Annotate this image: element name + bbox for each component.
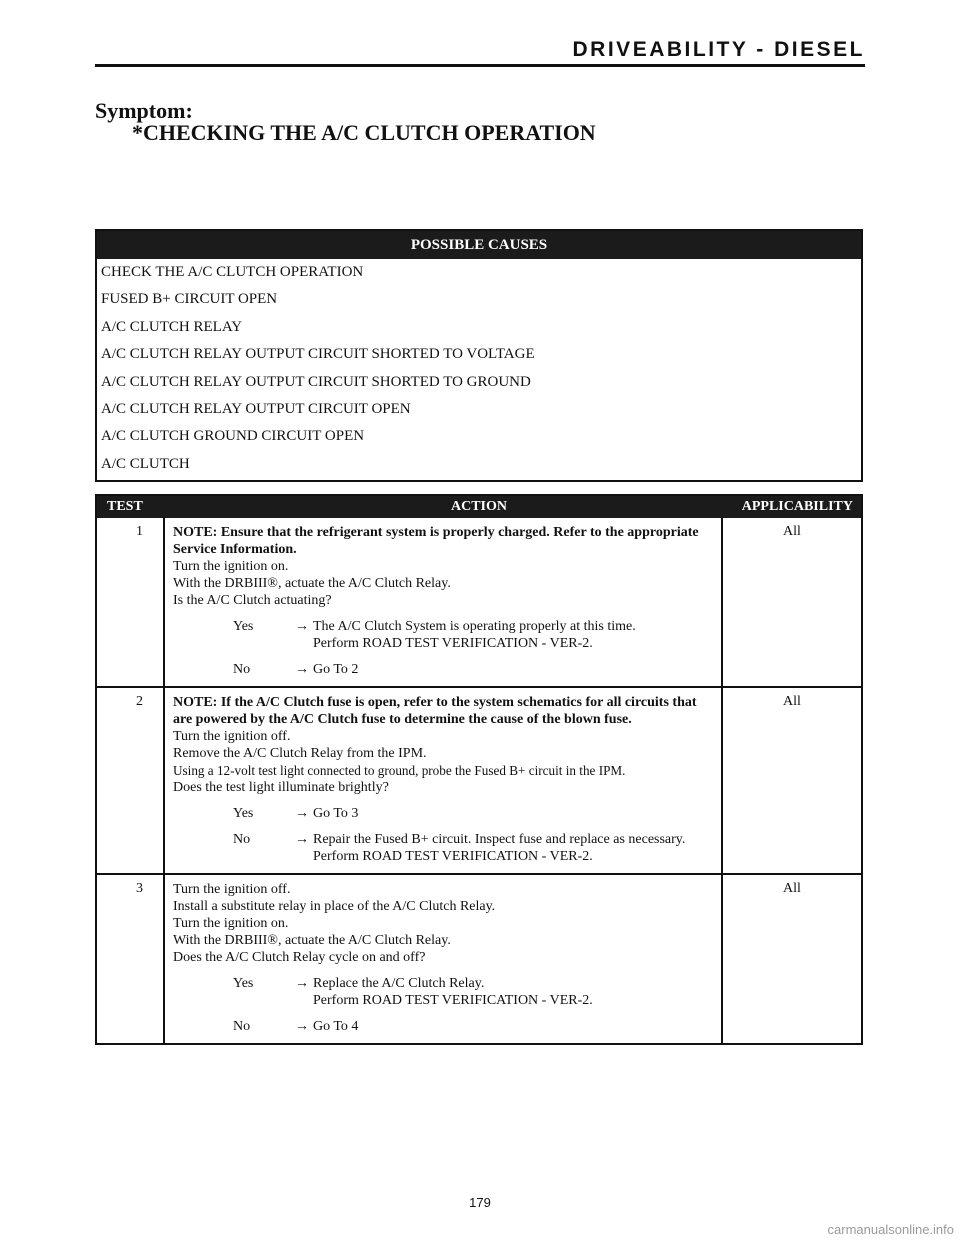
test-number: 3 bbox=[97, 875, 165, 1043]
arrow-icon: → bbox=[295, 832, 309, 847]
test-step: Turn the ignition on. bbox=[173, 559, 289, 574]
page-number: 179 bbox=[469, 1195, 491, 1210]
arrow-icon: → bbox=[295, 662, 309, 677]
test-step: Turn the ignition on. bbox=[173, 916, 289, 931]
watermark-link[interactable]: carmanualsonline.info bbox=[827, 1222, 954, 1237]
yes-answer bbox=[173, 618, 717, 652]
no-label: No bbox=[233, 662, 251, 677]
no-answer bbox=[173, 1018, 717, 1035]
test-table bbox=[95, 494, 863, 1045]
symptom-title: *CHECKING THE A/C CLUTCH OPERATION bbox=[132, 120, 596, 145]
test-step: Does the A/C Clutch Relay cycle on and off? bbox=[173, 950, 426, 965]
cause-item: FUSED B+ CIRCUIT OPEN bbox=[101, 291, 278, 308]
test-applicability: All bbox=[783, 694, 801, 709]
test-applicability: All bbox=[783, 881, 801, 896]
yes-answer bbox=[173, 805, 717, 822]
answer-line: Perform ROAD TEST VERIFICATION - VER-2. bbox=[313, 993, 593, 1008]
answer-line: Replace the A/C Clutch Relay. bbox=[313, 976, 485, 991]
section-header: DRIVEABILITY - DIESEL bbox=[572, 38, 865, 61]
test-action bbox=[165, 875, 723, 1043]
test-step: Install a substitute relay in place of the A/C Clutch Relay. bbox=[173, 899, 496, 914]
symptom-label: Symptom: bbox=[95, 98, 193, 123]
test-note: NOTE: Ensure that the refrigerant system is properly charged. Refer to the appropriate Service Information. bbox=[173, 525, 699, 557]
answer-line: Perform ROAD TEST VERIFICATION - VER-2. bbox=[313, 849, 593, 864]
header-rule bbox=[95, 64, 865, 67]
cause-item: A/C CLUTCH bbox=[101, 455, 190, 472]
test-applicability: All bbox=[783, 524, 801, 539]
test-number: 1 bbox=[97, 518, 165, 686]
arrow-icon: → bbox=[295, 806, 309, 821]
answer-line: Go To 3 bbox=[313, 806, 359, 821]
test-table-header bbox=[97, 496, 861, 518]
header-applicability: APPLICABILITY bbox=[741, 499, 853, 514]
arrow-icon: → bbox=[295, 1019, 309, 1034]
yes-label: Yes bbox=[233, 976, 254, 991]
test-step: Remove the A/C Clutch Relay from the IPM. bbox=[173, 746, 427, 761]
yes-label: Yes bbox=[233, 619, 254, 634]
answer-line: Go To 2 bbox=[313, 662, 359, 677]
cause-item: A/C CLUTCH RELAY OUTPUT CIRCUIT SHORTED TO GROUND bbox=[101, 373, 531, 390]
answer-line: The A/C Clutch System is operating properly at this time. bbox=[313, 619, 636, 634]
no-label: No bbox=[233, 1019, 251, 1034]
test-row bbox=[97, 686, 861, 873]
possible-causes-heading: POSSIBLE CAUSES bbox=[97, 231, 861, 259]
cause-item: CHECK THE A/C CLUTCH OPERATION bbox=[101, 264, 364, 280]
test-step: With the DRBIII®, actuate the A/C Clutch Relay. bbox=[173, 576, 451, 591]
no-label: No bbox=[233, 832, 251, 847]
test-step: Turn the ignition off. bbox=[173, 729, 291, 744]
test-row bbox=[97, 518, 861, 686]
test-number: 2 bbox=[97, 688, 165, 873]
no-answer bbox=[173, 831, 717, 865]
test-step: Does the test light illuminate brightly? bbox=[173, 780, 389, 795]
answer-line: Perform ROAD TEST VERIFICATION - VER-2. bbox=[313, 636, 593, 651]
arrow-icon: → bbox=[295, 619, 309, 634]
test-action bbox=[165, 688, 723, 873]
test-step: Turn the ignition off. bbox=[173, 882, 291, 897]
header-test: TEST bbox=[107, 499, 143, 514]
possible-causes-list bbox=[97, 259, 861, 480]
possible-causes-table bbox=[95, 229, 863, 482]
test-step: Is the A/C Clutch actuating? bbox=[173, 593, 332, 608]
cause-item: A/C CLUTCH RELAY bbox=[101, 318, 243, 335]
header-action: ACTION bbox=[450, 499, 507, 514]
answer-line: Repair the Fused B+ circuit. Inspect fuse and replace as necessary. bbox=[313, 832, 686, 847]
test-row bbox=[97, 873, 861, 1043]
arrow-icon: → bbox=[295, 976, 309, 991]
test-action bbox=[165, 518, 723, 686]
no-answer bbox=[173, 661, 717, 678]
cause-item: A/C CLUTCH GROUND CIRCUIT OPEN bbox=[101, 428, 365, 445]
yes-label: Yes bbox=[233, 806, 254, 821]
cause-item: A/C CLUTCH RELAY OUTPUT CIRCUIT SHORTED TO VOLTAGE bbox=[101, 346, 535, 363]
cause-item: A/C CLUTCH RELAY OUTPUT CIRCUIT OPEN bbox=[101, 400, 411, 417]
answer-line: Go To 4 bbox=[313, 1019, 359, 1034]
yes-answer bbox=[173, 975, 717, 1009]
test-step: With the DRBIII®, actuate the A/C Clutch Relay. bbox=[173, 933, 451, 948]
test-step: Using a 12-volt test light connected to ground, probe the Fused B+ circuit in the IPM. bbox=[173, 763, 626, 778]
test-note: NOTE: If the A/C Clutch fuse is open, refer to the system schematics for all circuits that are powered by the A/C Clutch fuse to determine the cause of the blown fuse. bbox=[173, 695, 697, 727]
